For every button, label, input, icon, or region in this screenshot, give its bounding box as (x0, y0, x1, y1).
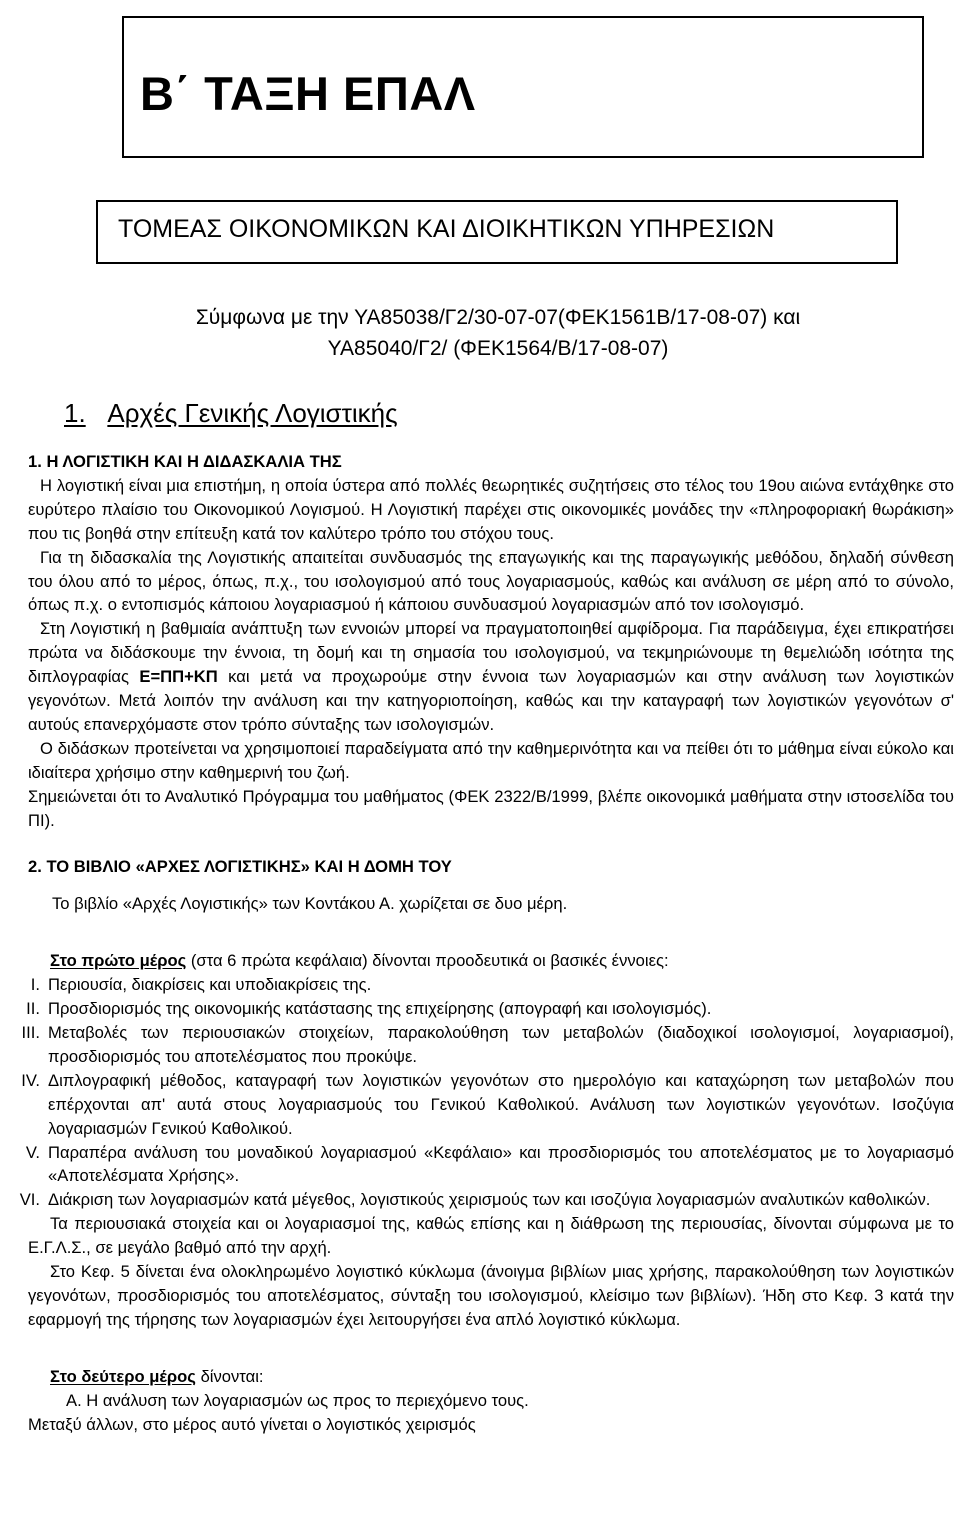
list-item-text: Παραπέρα ανάλυση του μοναδικού λογαριασμού «Κεφάλαιο» και προσδιορισμός του αποτελέσματος με το λογαριασμό «Αποτελέσματα Χρήσης». (48, 1142, 954, 1186)
list-item: Α. Η ανάλυση των λογαριασμών ως προς το περιεχόμενο τους. (66, 1390, 529, 1410)
section-1-paragraph-2: Για τη διδασκαλία της Λογιστικής απαιτείται συνδυασμός της επαγωγικής και της παραγωγικής μεθόδου, δηλαδή σύνθεση του όλου από το μέρος, όπως, π.χ., του ισολογισμού από τους λογαριασμούς, καθώς και ανάλυση σε μέρη από το σύνολο, όπως π.χ. ο εντοπισμός κάποιου λογαριασμού ή κάποιου συνδυασμού λογαριασμών από τον ισολογισμό. (28, 547, 954, 615)
list-item (21, 1069, 954, 1141)
list-item (19, 1188, 954, 1212)
section-1-paragraph-1: Η λογιστική είναι μια επιστήμη, η οποία ύστερα από πολλές θεωρητικές συζητήσεις στο τέλος του 19ου αιώνα εντάχθηκε στο ευρύτερο πλαίσιο του Οικονομικού Λογισμού. Η Λογιστική παρέχει στις οικονομικές μονάδες την «πληροφοριακή θωράκιση» που τις βοηθά στην επίτευξη κατά τον καλύτερο τρόπο του στόχου τους. (28, 475, 954, 543)
sector-box (96, 200, 898, 264)
chapter-name: Αρχές Γενικής Λογιστικής (107, 398, 398, 428)
list-item-text: Διάκριση των λογαριασμών κατά μέγεθος, λογιστικούς χειρισμούς των και ισοζύγια λογαριασμών αναλυτικών καθολικών. (48, 1190, 931, 1210)
list-item-text: Προσδιορισμός της οικονομικής κατάστασης της επιχείρησης (απογραφή και ισολογισμός). (48, 999, 712, 1019)
list-item-number: III. (21, 1023, 40, 1043)
accounting-equation: Ε=ΠΠ+ΚΠ (139, 667, 218, 687)
section-2-heading: 2. ΤΟ ΒΙΒΛΙΟ «ΑΡΧΕΣ ΛΟΓΙΣΤΙΚΗΣ» ΚΑΙ Η ΔΟΜΗ ΤΟΥ (28, 856, 452, 876)
list-item (21, 1021, 954, 1069)
list-item-text: Μεταβολές των περιουσιακών στοιχείων, παρακολούθηση των μεταβολών (διαδοχικοί ισολογισμοί, λογαριασμοί), προσδιορισμός του αποτελέσματος που προκύψε. (48, 1023, 954, 1066)
list-item (25, 1141, 954, 1189)
part-2-text: δίνονται: (200, 1366, 264, 1386)
part-2-intro (50, 1365, 954, 1389)
intro-line-1: Σύμφωνα με την ΥΑ85038/Γ2/30-07-07(ΦΕΚ1561Β/17-08-07) και (195, 306, 801, 329)
sector-title: ΤΟΜΕΑΣ ΟΙΚΟΝΟΜΙΚΩΝ ΚΑΙ ΔΙΟΙΚΗΤΙΚΩΝ ΥΠΗΡΕΣΙΩΝ (118, 215, 775, 243)
last-line: Μεταξύ άλλων, στο μέρος αυτό γίνεται ο λογιστικός χειρισμός (28, 1414, 476, 1434)
section-1-heading: 1. Η ΛΟΓΙΣΤΙΚΗ ΚΑΙ Η ΔΙΔΑΣΚΑΛΙΑ ΤΗΣ (28, 452, 342, 471)
chapter-title (64, 398, 398, 429)
list-item (28, 997, 954, 1021)
list-item-number: V. (25, 1142, 40, 1162)
paragraph-3-part-b: και μετά να προχωρούμε στην έννοια των λογαριασμών και στην ανάλυση των λογιστικών γεγονότων. Μετά λοιπόν την ανάλυση και την κατηγοριοποίηση, καθώς και την καταγραφή των λογιστικών γεγονότων σ' αυτούς επανερχόμαστε στον τρόπο σύνταξης των ισολογισμών. (28, 667, 954, 734)
part-1-list (19, 973, 954, 1212)
list-item-number: II. (26, 999, 40, 1019)
list-item-text: Περιουσία, διακρίσεις και υποδιακρίσεις της. (48, 975, 372, 995)
list-item (28, 973, 954, 997)
list-item-number: IV. (21, 1070, 40, 1090)
list-item-text: Διπλογραφική μέθοδος, καταγραφή των λογιστικών γεγονότων στο ημερολόγιο και καταχώρηση των μεταβολών που επέρχονται απ' αυτά στους λογαριασμούς του Γενικού Καθολικού. Ανάλυση των λογιστικών γεγονότων. Ισοζύγια λογαριασμών Γενικού Καθολικού. (48, 1070, 954, 1138)
part-1-label: Στο πρώτο μέρος (50, 951, 187, 971)
section-2-intro: Το βιβλίο «Αρχές Λογιστικής» των Κοντάκου Α. χωρίζεται σε δυο μέρη. (52, 894, 568, 914)
document-body (19, 450, 954, 1437)
section-1-paragraph-5: Σημειώνεται ότι το Αναλυτικό Πρόγραμμα του μαθήματος (ΦΕΚ 2322/Β/1999, βλέπε οικονομικά μαθήματα στην ιστοσελίδα του ΠΙ). (28, 786, 954, 830)
chapter-number: 1. (64, 398, 86, 428)
list-item-number: VI. (19, 1190, 40, 1210)
list-item-number: I. (30, 975, 40, 995)
chapter-5-paragraph: Στο Κεφ. 5 δίνεται ένα ολοκληρωμένο λογιστικό κύκλωμα (άνοιγμα βιβλίων μιας χρήσης, παρακολούθηση των λογιστικών γεγονότων, προσδιορισμός του αποτελέσματος, σύνταξη του ισολογισμού, κλείσιμο των βιβλίων). Ήδη στο Κεφ. 3 κατά την εφαρμογή της τήρησης των λογαριασμών έχει λειτουργήσει ένα απλό λογιστικό κύκλωμα. (28, 1262, 954, 1329)
paragraph-3-part-a: Στη Λογιστική η βαθμιαία ανάπτυξη των εννοιών μπορεί να πραγματοποιηθεί αμφίδρομα. Για παράδειγμα, έχει επικρατήσει πρώτα να διδάσκουμε την έννοια, τη δομή και τη σημασία του ισολογισμού, να τεκμηριώνουμε τη θεμελιώδη ισότητα της διπλογραφίας (28, 619, 954, 687)
section-1-paragraph-4: Ο διδάσκων προτείνεται να χρησιμοποιεί παραδείγματα από την καθημερινότητα και να πείθει ότι το μάθημα είναι εύκολο και ιδιαίτερα χρήσιμο στην καθημερινή του ζωή. (28, 738, 954, 782)
page-title: Β΄ ΤΑΞΗ ΕΠΑΛ (140, 67, 476, 120)
part-1-intro (50, 949, 954, 973)
assets-paragraph: Τα περιουσιακά στοιχεία και οι λογαριασμοί της, καθώς επίσης και η διάθρωση της περιουσίας, δίνονται σύμφωνα με το Ε.Γ.Λ.Σ., σε μεγάλο βαθμό από την αρχή. (28, 1214, 954, 1258)
part-2-label: Στο δεύτερο μέρος (50, 1366, 196, 1386)
intro-line-2: ΥΑ85040/Γ2/ (ΦΕΚ1564/Β/17-08-07) (327, 337, 669, 360)
part-2-list (28, 1389, 954, 1413)
part-1-text: (στα 6 πρώτα κεφάλαια) δίνονται προοδευτικά οι βασικές έννοιες: (190, 951, 669, 971)
section-1-paragraph-3 (28, 617, 954, 737)
title-box (122, 16, 924, 158)
